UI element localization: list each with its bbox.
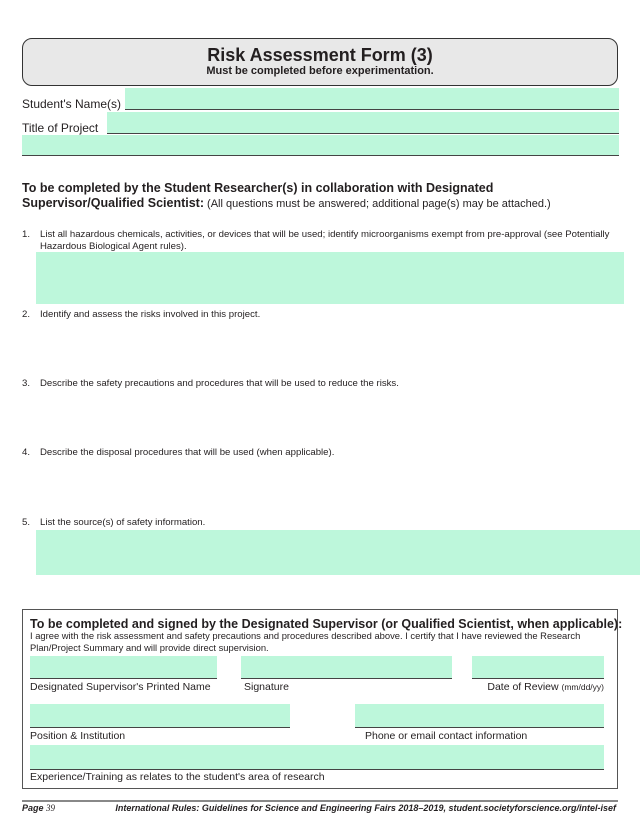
form-title: Risk Assessment Form (3)	[207, 45, 433, 65]
supervisor-printed-name-label: Designated Supervisor's Printed Name	[30, 681, 211, 693]
question-4-answer[interactable]	[36, 460, 624, 510]
page-number-value: 39	[46, 803, 56, 813]
form-header	[22, 38, 618, 86]
question-number: 1.	[22, 229, 31, 240]
student-instructions	[22, 181, 612, 212]
project-title-field-line2[interactable]	[22, 135, 619, 156]
project-title-label: Title of Project	[22, 121, 99, 135]
footer-divider	[22, 800, 618, 802]
experience-training-field[interactable]	[30, 745, 604, 770]
page-word: Page	[22, 803, 44, 813]
question-3-answer[interactable]	[36, 391, 624, 441]
student-name-label: Student's Name(s)	[22, 97, 121, 111]
question-number: 3.	[22, 378, 31, 389]
signature-field[interactable]	[241, 656, 452, 679]
question-text: Identify and assess the risks involved in this project.	[40, 309, 261, 320]
signature-label: Signature	[244, 681, 289, 693]
date-format-hint: (mm/dd/yy)	[561, 682, 604, 692]
project-title-field[interactable]	[107, 112, 619, 134]
question-1-answer[interactable]	[36, 252, 624, 304]
instructions-note: (All questions must be answered; additional page(s) may be attached.)	[204, 198, 551, 210]
question-number: 2.	[22, 309, 31, 320]
supervisor-printed-name-field[interactable]	[30, 656, 217, 679]
question-text: List the source(s) of safety information.	[40, 517, 206, 528]
contact-info-field[interactable]	[355, 704, 604, 728]
position-institution-label: Position & Institution	[30, 730, 126, 742]
question-2-answer[interactable]	[36, 322, 624, 372]
experience-training-label: Experience/Training as relates to the student's area of research	[30, 771, 325, 783]
page-number	[22, 803, 55, 813]
supervisor-title: To be completed and signed by the Designated Supervisor (or Qualified Scientist, when applicable):	[30, 617, 623, 631]
date-of-review-field[interactable]	[472, 656, 604, 679]
footer-text: International Rules: Guidelines for Science and Engineering Fairs 2018–2019, student.societyforscience.org/intel-isef	[115, 803, 616, 813]
position-institution-field[interactable]	[30, 704, 290, 728]
instructions-bold: To be completed by the Student Researcher(s) in collaboration with Designated Supervisor/Qualified Scientist:	[22, 181, 494, 210]
question-text: Describe the safety precautions and procedures that will be used to reduce the risks.	[40, 378, 399, 389]
question-5-answer[interactable]	[36, 530, 640, 575]
date-label-text: Date of Review	[487, 681, 559, 693]
question-text: List all hazardous chemicals, activities, or devices that will be used; identify microorganisms exempt from pre-approval (see Potentially Hazardous Biological Agent rules).	[40, 229, 610, 252]
supervisor-statement: I agree with the risk assessment and safety precautions and procedures described above. I certify that I have reviewed the Research Plan/Project Summary and will provide direct supervision.	[30, 630, 581, 653]
form-subtitle: Must be completed before experimentation.	[206, 65, 434, 77]
question-number: 5.	[22, 517, 31, 528]
date-of-review-label	[487, 681, 604, 693]
question-text: Describe the disposal procedures that will be used (when applicable).	[40, 447, 335, 458]
student-name-field[interactable]	[125, 88, 619, 110]
question-number: 4.	[22, 447, 31, 458]
contact-info-label: Phone or email contact information	[365, 730, 528, 742]
